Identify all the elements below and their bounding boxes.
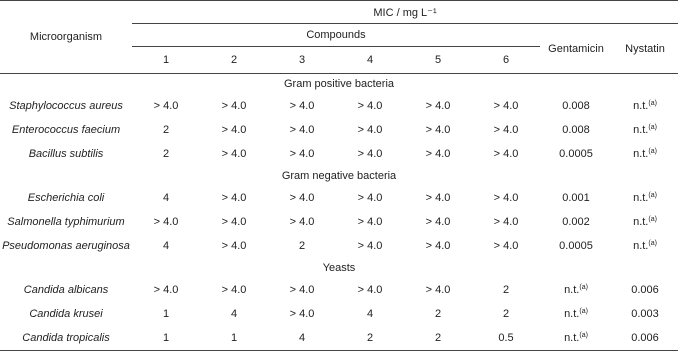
table-row — [0, 118, 678, 142]
mic-value-cell: 2 — [404, 326, 472, 351]
compound-number-header: 1 — [132, 47, 200, 74]
mic-value-cell: > 4.0 — [221, 148, 247, 160]
gentamicin-value: 0.002 — [562, 216, 590, 228]
mic-value-cell: > 4.0 — [221, 192, 247, 204]
mic-value-cell: 1 — [200, 326, 268, 351]
gentamicin-value-cell — [540, 210, 612, 234]
mic-value-cell: > 4.0 — [153, 284, 179, 296]
organism-name: Candida krusei — [29, 308, 103, 320]
compounds-header: Compounds — [132, 24, 540, 47]
organism-name: Staphylococcus aureus — [9, 100, 123, 112]
table-row — [0, 326, 678, 351]
footnote-mark: (a) — [579, 308, 588, 315]
group-row — [0, 166, 678, 186]
table-row — [0, 234, 678, 258]
nystatin-value-cell — [612, 278, 678, 302]
mic-value-cell: > 4.0 — [289, 148, 315, 160]
nystatin-value: n.t. — [633, 100, 649, 112]
gentamicin-value: 0.008 — [562, 100, 590, 112]
mic-value-cell: > 4.0 — [357, 284, 383, 296]
mic-header: MIC / mg L⁻¹ — [132, 1, 678, 24]
group-label: Gram positive bacteria — [283, 78, 395, 90]
table-row — [0, 186, 678, 210]
table-row — [0, 94, 678, 118]
table-row — [0, 210, 678, 234]
mic-value-cell: > 4.0 — [425, 192, 451, 204]
mic-value-cell: > 4.0 — [425, 100, 451, 112]
table-body — [0, 74, 678, 351]
mic-value-cell: > 4.0 — [493, 148, 519, 160]
nystatin-value: n.t. — [633, 192, 649, 204]
nystatin-value: 0.006 — [631, 332, 659, 344]
mic-value-cell: 4 — [162, 240, 170, 252]
gentamicin-value-cell — [540, 302, 612, 326]
mic-value-cell: > 4.0 — [425, 124, 451, 136]
nystatin-value-cell — [612, 142, 678, 166]
gentamicin-value-cell — [540, 234, 612, 258]
mic-value-cell: > 4.0 — [493, 124, 519, 136]
compound-number-header: 3 — [268, 47, 336, 74]
compound-number-header: 6 — [472, 47, 540, 74]
mic-value-cell: > 4.0 — [153, 216, 179, 228]
mic-value-cell: > 4.0 — [357, 124, 383, 136]
footnote-mark: (a) — [648, 148, 657, 155]
mic-value-cell: > 4.0 — [289, 308, 315, 320]
mic-value-cell: 4 — [162, 192, 170, 204]
gentamicin-value-cell — [540, 94, 612, 118]
nystatin-value: n.t. — [633, 148, 649, 160]
mic-value-cell: > 4.0 — [221, 124, 247, 136]
nystatin-value-cell — [612, 234, 678, 258]
organism-name: Enterococcus faecium — [11, 124, 121, 136]
gentamicin-value: 0.008 — [562, 124, 590, 136]
footnote-mark: (a) — [579, 284, 588, 291]
nystatin-value-cell — [612, 186, 678, 210]
gentamicin-value: 0.0005 — [559, 148, 593, 160]
mic-value-cell: > 4.0 — [357, 100, 383, 112]
organism-name: Candida tropicalis — [0, 326, 132, 351]
mic-value-cell: 2 — [298, 240, 306, 252]
microorganism-header: Microorganism — [0, 1, 132, 74]
compound-number-header: 4 — [336, 47, 404, 74]
group-row — [0, 74, 678, 95]
gentamicin-value: 0.0005 — [559, 240, 593, 252]
nystatin-value: 0.006 — [631, 284, 659, 296]
mic-value-cell: > 4.0 — [357, 148, 383, 160]
nystatin-value-cell — [612, 118, 678, 142]
gentamicin-value-cell — [540, 278, 612, 302]
mic-value-cell: 2 — [336, 326, 404, 351]
nystatin-value: n.t. — [633, 216, 649, 228]
table-row — [0, 142, 678, 166]
table-row — [0, 278, 678, 302]
group-label: Gram negative bacteria — [281, 170, 397, 182]
mic-value-cell: > 4.0 — [357, 192, 383, 204]
nystatin-value: n.t. — [633, 240, 649, 252]
nystatin-value-cell — [612, 302, 678, 326]
nystatin-value-cell — [612, 94, 678, 118]
mic-value-cell: 2 — [502, 284, 510, 296]
mic-value-cell: 0.5 — [472, 326, 540, 351]
footnote-mark: (a) — [648, 124, 657, 131]
mic-value-cell: > 4.0 — [289, 284, 315, 296]
mic-value-cell: > 4.0 — [153, 100, 179, 112]
mic-value-cell: > 4.0 — [289, 100, 315, 112]
gentamicin-value-cell — [540, 118, 612, 142]
mic-value-cell: > 4.0 — [357, 240, 383, 252]
mic-value-cell: 2 — [502, 308, 510, 320]
nystatin-value: 0.003 — [631, 308, 659, 320]
mic-value-cell: 4 — [230, 308, 238, 320]
nystatin-value-cell — [612, 326, 678, 351]
mic-value-cell: > 4.0 — [425, 148, 451, 160]
mic-value-cell: > 4.0 — [493, 240, 519, 252]
nystatin-value-cell — [612, 210, 678, 234]
mic-value-cell: > 4.0 — [493, 100, 519, 112]
footnote-mark: (a) — [648, 100, 657, 107]
table-row — [0, 302, 678, 326]
footnote-mark: (a) — [579, 332, 588, 339]
nystatin-header: Nystatin — [612, 24, 678, 74]
mic-value-cell: 2 — [434, 308, 442, 320]
organism-name: Candida albicans — [23, 284, 109, 296]
compound-number-header: 5 — [404, 47, 472, 74]
footnote-mark: (a) — [648, 192, 657, 199]
mic-value-cell: 4 — [366, 308, 374, 320]
mic-value-cell: > 4.0 — [221, 216, 247, 228]
mic-value-cell: > 4.0 — [221, 240, 247, 252]
mic-value-cell: 1 — [162, 308, 170, 320]
gentamicin-value-cell — [540, 142, 612, 166]
organism-name: Salmonella typhimurium — [7, 216, 125, 228]
mic-value-cell: > 4.0 — [425, 216, 451, 228]
table-header — [0, 1, 678, 74]
gentamicin-value: 0.001 — [562, 192, 590, 204]
mic-value-cell: > 4.0 — [493, 216, 519, 228]
nystatin-value: n.t. — [633, 124, 649, 136]
footnote-mark: (a) — [648, 216, 657, 223]
mic-value-cell: > 4.0 — [289, 192, 315, 204]
organism-name: Bacillus subtilis — [28, 148, 104, 160]
mic-value-cell: > 4.0 — [289, 216, 315, 228]
mic-value-cell: 1 — [132, 326, 200, 351]
mic-value-cell: 4 — [268, 326, 336, 351]
mic-value-cell: > 4.0 — [221, 284, 247, 296]
organism-name: Escherichia coli — [27, 192, 105, 204]
compound-number-header: 2 — [200, 47, 268, 74]
mic-value-cell: > 4.0 — [289, 124, 315, 136]
gentamicin-value-cell — [540, 326, 612, 351]
mic-value-cell: > 4.0 — [493, 192, 519, 204]
footnote-mark: (a) — [648, 240, 657, 247]
mic-value-cell: 2 — [162, 124, 170, 136]
gentamicin-value: n.t. — [564, 284, 580, 296]
mic-value-cell: > 4.0 — [425, 284, 451, 296]
mic-value-cell: > 4.0 — [425, 240, 451, 252]
gentamicin-value: n.t. — [564, 332, 580, 344]
gentamicin-header: Gentamicin — [540, 24, 612, 74]
group-label: Yeasts — [322, 262, 356, 274]
group-row — [0, 258, 678, 278]
mic-value-cell: > 4.0 — [221, 100, 247, 112]
gentamicin-value-cell — [540, 186, 612, 210]
gentamicin-value: n.t. — [564, 308, 580, 320]
organism-name: Pseudomonas aeruginosa — [2, 240, 130, 252]
mic-value-cell: > 4.0 — [357, 216, 383, 228]
mic-value-cell: 2 — [162, 148, 170, 160]
